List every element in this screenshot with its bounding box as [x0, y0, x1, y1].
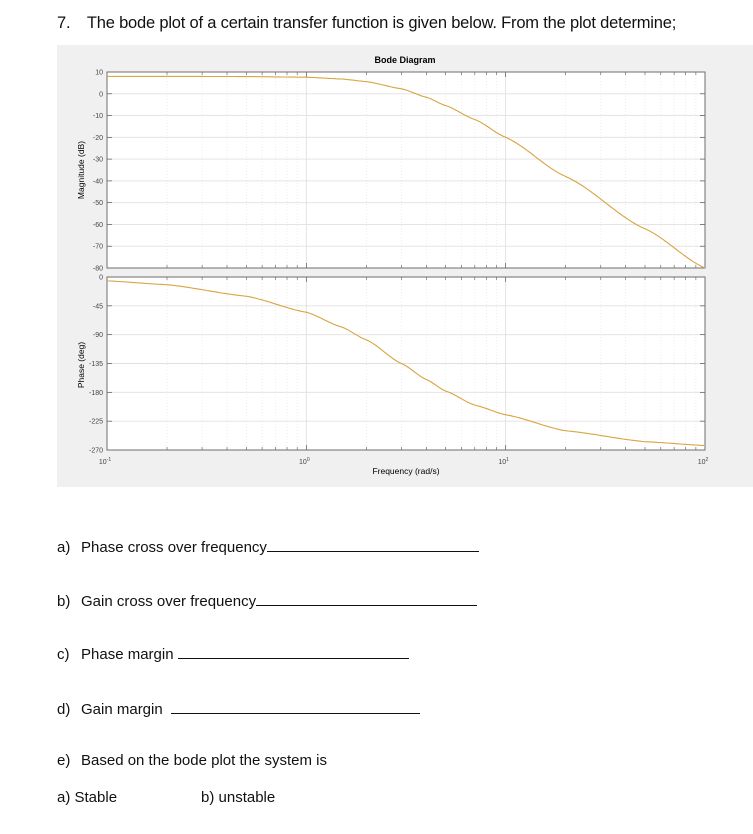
part-d	[57, 699, 420, 718]
option-stable[interactable]: a) Stable	[57, 789, 118, 806]
part-c-text: Phase margin	[81, 646, 178, 663]
part-b	[57, 591, 477, 610]
svg-text:0: 0	[99, 274, 103, 282]
part-c	[57, 644, 409, 663]
svg-text:-70: -70	[92, 243, 103, 251]
part-d-label: d)	[57, 701, 71, 718]
svg-text:-90: -90	[92, 332, 103, 340]
question-title	[57, 14, 676, 33]
part-c-answer-blank[interactable]	[178, 644, 409, 659]
bode-diagram	[57, 45, 753, 487]
part-e-label: e)	[57, 752, 71, 769]
svg-text:-270: -270	[88, 447, 103, 455]
part-b-answer-blank[interactable]	[256, 591, 477, 606]
part-a-label: a)	[57, 539, 71, 556]
svg-text:-40: -40	[92, 178, 103, 186]
svg-text:102: $10^2$	[697, 457, 709, 466]
part-a-answer-blank[interactable]	[267, 537, 479, 552]
phase-axis-label: Phase (deg)	[76, 341, 86, 389]
part-a-text: Phase cross over frequency	[81, 539, 267, 556]
bode-figure	[57, 45, 753, 487]
magnitude-grid	[93, 70, 705, 273]
part-d-text: Gain margin	[81, 701, 172, 718]
part-e	[57, 752, 327, 769]
svg-text:10-1: $10^{-1}$	[98, 457, 112, 466]
svg-text:-135: -135	[88, 361, 103, 368]
svg-text:-45: -45	[92, 303, 103, 311]
part-d-answer-blank[interactable]	[171, 699, 420, 714]
question-text: The bode plot of a certain transfer function is given below. From the plot determine;	[86, 14, 677, 32]
svg-text:0: 0	[99, 91, 103, 99]
part-e-text: Based on the bode plot the system is	[81, 752, 327, 769]
question-number: 7.	[57, 14, 71, 32]
svg-text:-80: -80	[92, 265, 103, 273]
part-b-text: Gain cross over frequency	[81, 593, 257, 610]
part-a	[57, 537, 479, 556]
part-c-label: c)	[57, 646, 70, 663]
svg-text:-20: -20	[92, 134, 103, 142]
svg-text:-30: -30	[92, 156, 103, 164]
frequency-axis-label: Frequency (rad/s)	[372, 466, 440, 476]
svg-text:-50: -50	[92, 200, 103, 208]
frequency-tick-labels	[99, 457, 709, 466]
part-b-label: b)	[57, 593, 71, 610]
svg-text:10: 10	[95, 69, 103, 77]
svg-text:-180: -180	[88, 389, 103, 397]
phase-grid	[89, 275, 705, 455]
svg-text:-225: -225	[88, 418, 103, 426]
svg-text:-10: -10	[92, 113, 103, 121]
svg-text:-60: -60	[92, 221, 103, 229]
magnitude-axis-label: Magnitude (dB)	[76, 140, 86, 200]
chart-title: Bode Diagram	[374, 55, 436, 65]
svg-text:101: $10^1$	[498, 457, 509, 466]
svg-text:100: $10^0$	[299, 457, 310, 466]
option-unstable[interactable]: b) unstable	[201, 789, 276, 806]
